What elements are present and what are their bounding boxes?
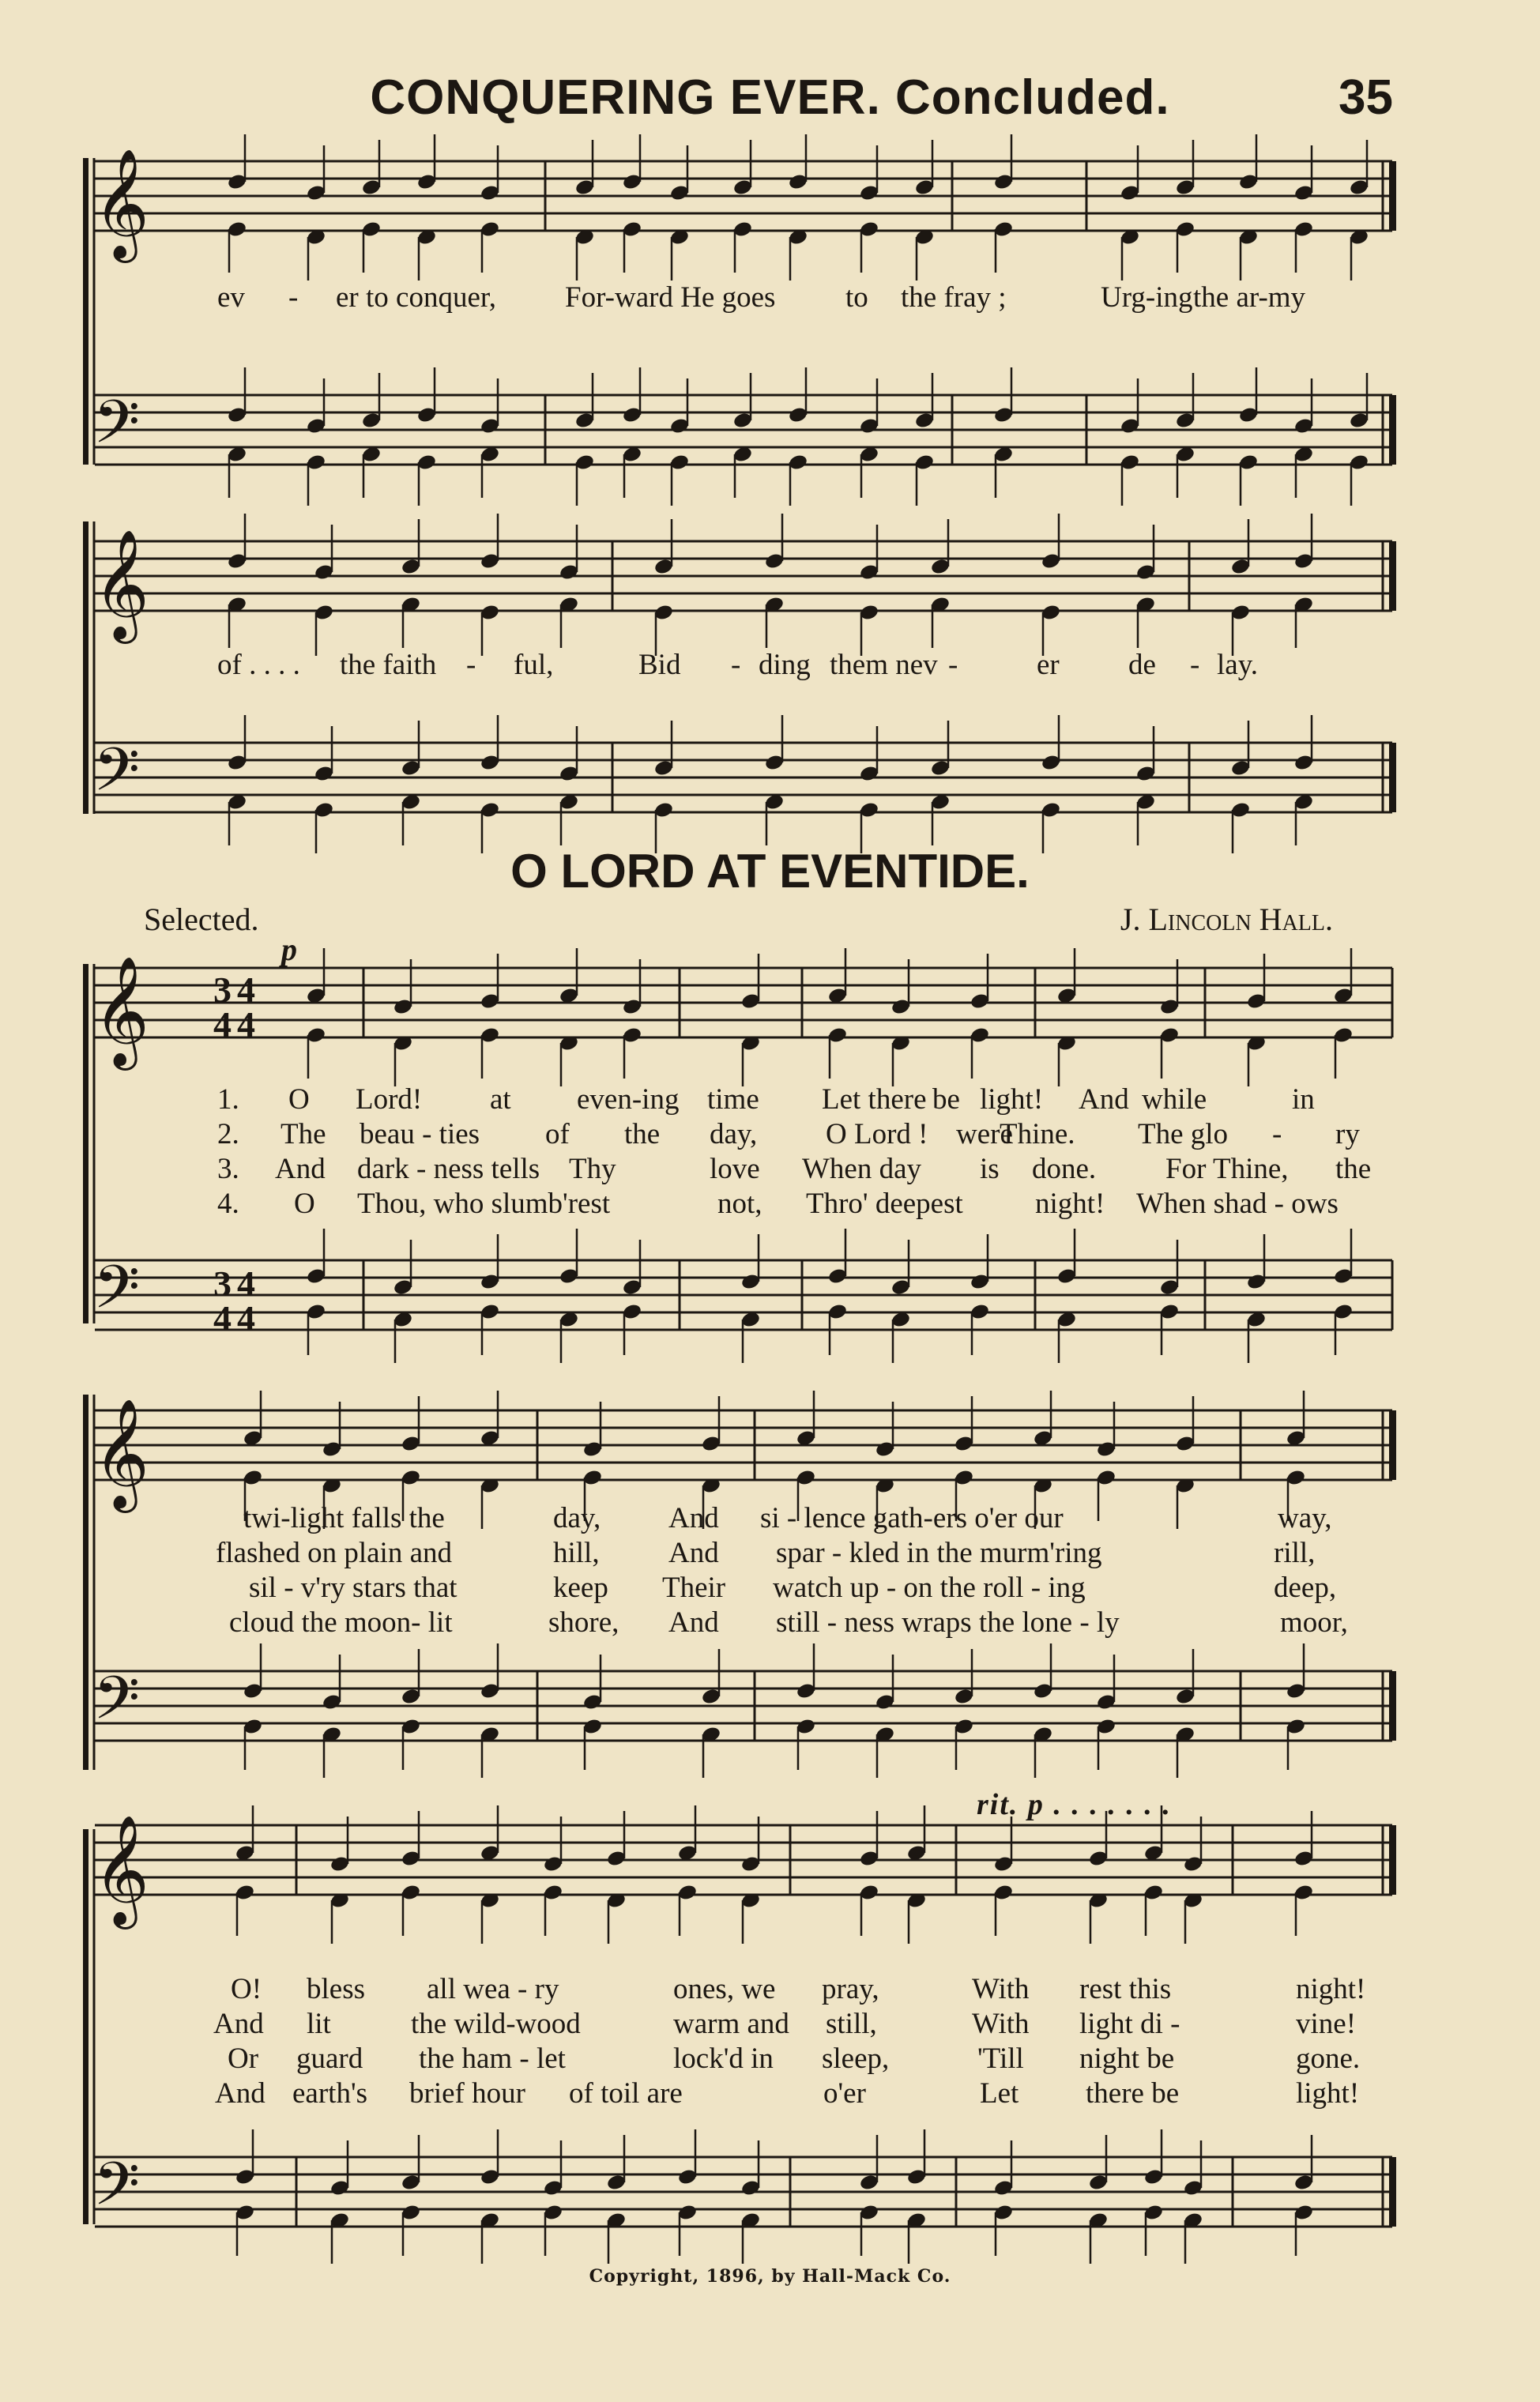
lyric-word: o'er: [823, 2077, 866, 2110]
treble-clef: 𝄞: [93, 1815, 149, 1925]
lyric-word: pray,: [822, 1973, 879, 2005]
lyric-word: For-ward He goes: [565, 281, 776, 314]
bass-notes: [227, 715, 1314, 853]
lyric-word: hill,: [553, 1537, 600, 1569]
lyric-word: Thro' deepest: [806, 1188, 963, 1220]
lyric-word: er: [1037, 649, 1060, 681]
lyric-word: moor,: [1280, 1606, 1348, 1639]
lyric-word: at: [490, 1083, 511, 1116]
lyric-word: time: [707, 1083, 759, 1116]
lyric-word: way,: [1278, 1502, 1332, 1534]
lyric-word: -: [1272, 1118, 1282, 1150]
final-bar-thick: [1389, 395, 1396, 465]
composer-name: J. Lincoln Hall.: [1120, 902, 1333, 937]
lyric-word: With: [972, 1973, 1030, 2005]
system-bracket: [83, 1829, 88, 2224]
lyric-word: all wea - ry: [427, 1973, 559, 2005]
lyric-word: keep: [553, 1572, 608, 1604]
lyric-word: in: [1292, 1083, 1315, 1116]
lyric-word: O: [288, 1083, 310, 1116]
final-bar-thick: [1389, 2157, 1396, 2227]
lyric-word: ry: [1335, 1118, 1360, 1150]
lyric-word: When day: [802, 1153, 922, 1185]
lyric-word: -: [1190, 649, 1200, 681]
page-header-title: CONQUERING EVER. Concluded.: [370, 70, 1170, 125]
lyric-word: Their: [662, 1572, 726, 1604]
treble-clef: 𝄞: [93, 529, 149, 639]
treble-staff: [95, 161, 1392, 231]
bass-notes: [243, 1643, 1306, 1778]
lyric-word: When shad - ows: [1136, 1188, 1339, 1220]
bass-notes: [235, 2129, 1314, 2264]
lyric-word: be: [932, 1083, 960, 1116]
lyric-word: O Lord !: [826, 1118, 928, 1150]
lyric-word: love: [710, 1153, 760, 1185]
lyric-word: day,: [710, 1118, 758, 1150]
lyric-word: shore,: [548, 1606, 619, 1639]
lyric-word: Bid: [638, 649, 681, 681]
lyric-word: while: [1142, 1083, 1207, 1116]
lyric-word: were: [956, 1118, 1013, 1150]
final-bar-thick: [1389, 541, 1396, 611]
lyric-word: Lord!: [356, 1083, 423, 1116]
bass-notes: [227, 367, 1369, 506]
lyric-word: Thine.: [1000, 1118, 1075, 1150]
time-signature-digit: 4: [237, 1004, 255, 1045]
song-title: O LORD AT EVENTIDE.: [510, 845, 1030, 898]
lyric-word: And: [213, 2008, 264, 2040]
attribution-selected: Selected.: [144, 902, 259, 937]
dynamic-piano: p: [281, 932, 297, 967]
final-bar-thick: [1389, 1671, 1396, 1741]
lyric-word: Thou, who slumb'rest: [357, 1188, 611, 1220]
bass-clef: 𝄢: [93, 2149, 141, 2234]
lyric-word: ful,: [514, 649, 554, 681]
lyric-word: twi-light falls the: [243, 1502, 445, 1534]
lyric-word: cloud the moon- lit: [229, 1606, 453, 1639]
lyric-word: night!: [1035, 1188, 1105, 1220]
final-bar-thick: [1389, 743, 1396, 812]
time-signature-digit: 4: [237, 1263, 255, 1304]
lyric-word: sleep,: [822, 2042, 890, 2075]
final-bar-thick: [1389, 161, 1396, 231]
lyric-word: light!: [980, 1083, 1044, 1116]
lyric-word: not,: [717, 1188, 762, 1220]
lyric-word: still - ness wraps the lone - ly: [776, 1606, 1120, 1639]
treble-clef: 𝄞: [93, 956, 149, 1066]
lyric-word: -: [288, 281, 299, 314]
lyric-word: deep,: [1274, 1572, 1337, 1604]
lyric-word: 1.: [217, 1083, 239, 1116]
lyric-word: And: [1079, 1083, 1129, 1116]
lyric-word: brief hour: [409, 2077, 525, 2110]
lyric-word: ev: [217, 281, 245, 314]
lyric-word: With: [972, 2008, 1030, 2040]
lyric-word: Thy: [569, 1153, 616, 1185]
final-bar-thick: [1389, 1825, 1396, 1895]
treble-notes: [227, 514, 1314, 656]
time-signature-digit: 4: [237, 1298, 255, 1338]
lyric-word: of: [545, 1118, 570, 1150]
lyric-word: the fray ;: [901, 281, 1007, 314]
lyric-word: de: [1128, 649, 1156, 681]
lyric-word: guard: [296, 2042, 363, 2075]
lyric-word: night be: [1079, 2042, 1175, 2075]
lyric-word: And: [668, 1502, 719, 1534]
treble-clef: 𝄞: [93, 149, 149, 258]
lyric-word: gone.: [1296, 2042, 1361, 2075]
lyric-word: The: [281, 1118, 326, 1150]
lyric-word: Urg-ing: [1101, 281, 1193, 314]
lyric-word: Let: [980, 2077, 1019, 2110]
lyric-word: And: [668, 1606, 719, 1639]
lyric-word: Or: [228, 2042, 259, 2075]
system-bracket: [83, 158, 88, 465]
lyric-word: is: [980, 1153, 1000, 1185]
lyric-word: And: [215, 2077, 265, 2110]
lyric-word: 'Till: [977, 2042, 1024, 2075]
bass-clef: 𝄢: [93, 1252, 141, 1337]
lyric-word: watch up - on the roll - ing: [773, 1572, 1086, 1604]
lyric-word: -: [731, 649, 741, 681]
lyric-word: And: [668, 1537, 719, 1569]
lyric-word: sil - v'ry stars that: [249, 1572, 457, 1604]
lyric-word: the: [1335, 1153, 1372, 1185]
lyric-word: spar - kled in the murm'ring: [776, 1537, 1102, 1569]
time-signature-digit: 4: [213, 1298, 232, 1338]
lyric-word: vine!: [1296, 2008, 1357, 2040]
lyric-word: And: [275, 1153, 326, 1185]
lyric-word: ding: [759, 649, 811, 681]
lyric-word: the ham - let: [419, 2042, 566, 2075]
lyric-word: O!: [231, 1973, 262, 2005]
lyric-word: -: [466, 649, 476, 681]
lyric-word: to: [845, 281, 868, 314]
lyric-word: earth's: [292, 2077, 368, 2110]
treble-clef: 𝄞: [93, 1399, 149, 1508]
lyric-word: even-ing: [577, 1083, 680, 1116]
copyright-notice: Copyright, 1896, by Hall-Mack Co.: [589, 2266, 951, 2287]
lyric-word: The glo: [1138, 1118, 1229, 1150]
lyric-word: light di -: [1079, 2008, 1180, 2040]
bass-staff: [95, 743, 1392, 812]
system-bracket: [83, 521, 88, 814]
lyric-word: lit: [307, 2008, 331, 2040]
lyric-word: there be: [1086, 2077, 1180, 2110]
lyric-word: of . . . .: [217, 649, 300, 681]
lyric-word: beau - ties: [360, 1118, 480, 1150]
lyric-word: of toil are: [569, 2077, 683, 2110]
lyric-word: flashed on plain and: [216, 1537, 452, 1569]
treble-staff: [95, 1410, 1392, 1480]
rit-marking: rit. p . . . . . . .: [977, 1788, 1172, 1821]
lyric-word: 2.: [217, 1118, 239, 1150]
time-signature-digit: 3: [213, 969, 232, 1010]
bass-clef: 𝄢: [93, 387, 141, 472]
lyric-word: light!: [1296, 2077, 1360, 2110]
system-bracket: [83, 1395, 88, 1770]
time-signature-digit: 3: [213, 1263, 232, 1304]
page-number: 35: [1339, 70, 1393, 125]
lyric-word: -: [948, 649, 958, 681]
lyric-word: them nev: [830, 649, 938, 681]
lyric-word: the: [624, 1118, 661, 1150]
lyric-word: ones, we: [673, 1973, 776, 2005]
lyric-word: the wild-wood: [411, 2008, 581, 2040]
lyric-word: Let there: [822, 1083, 927, 1116]
lyric-word: lock'd in: [673, 2042, 774, 2075]
time-signature-digit: 4: [237, 969, 255, 1010]
final-bar-thick: [1389, 1410, 1396, 1480]
lyric-word: rest this: [1079, 1973, 1172, 2005]
lyric-word: 4.: [217, 1188, 239, 1220]
lyric-word: still,: [826, 2008, 877, 2040]
lyric-word: O: [294, 1188, 315, 1220]
lyric-word: dark - ness tells: [357, 1153, 540, 1185]
bass-staff: [95, 1671, 1392, 1741]
time-signature-digit: 4: [213, 1004, 232, 1045]
lyric-word: day,: [553, 1502, 601, 1534]
treble-notes: [227, 134, 1369, 280]
lyric-word: the faith: [340, 649, 437, 681]
lyric-word: rill,: [1274, 1537, 1316, 1569]
lyric-word: done.: [1032, 1153, 1097, 1185]
lyric-word: For Thine,: [1165, 1153, 1289, 1185]
bass-clef: 𝄢: [93, 735, 141, 819]
lyric-word: night!: [1296, 1973, 1366, 2005]
lyric-word: er to conquer,: [336, 281, 496, 314]
lyric-word: warm and: [673, 2008, 789, 2040]
lyric-word: lay.: [1217, 649, 1259, 681]
bass-clef: 𝄢: [93, 1663, 141, 1748]
lyric-word: si - lence gath-ers o'er our: [760, 1502, 1064, 1534]
lyric-word: the ar-my: [1193, 281, 1306, 314]
lyric-word: 3.: [217, 1153, 239, 1185]
lyric-word: bless: [307, 1973, 365, 2005]
treble-staff: [95, 541, 1392, 611]
system-bracket: [83, 964, 88, 1323]
